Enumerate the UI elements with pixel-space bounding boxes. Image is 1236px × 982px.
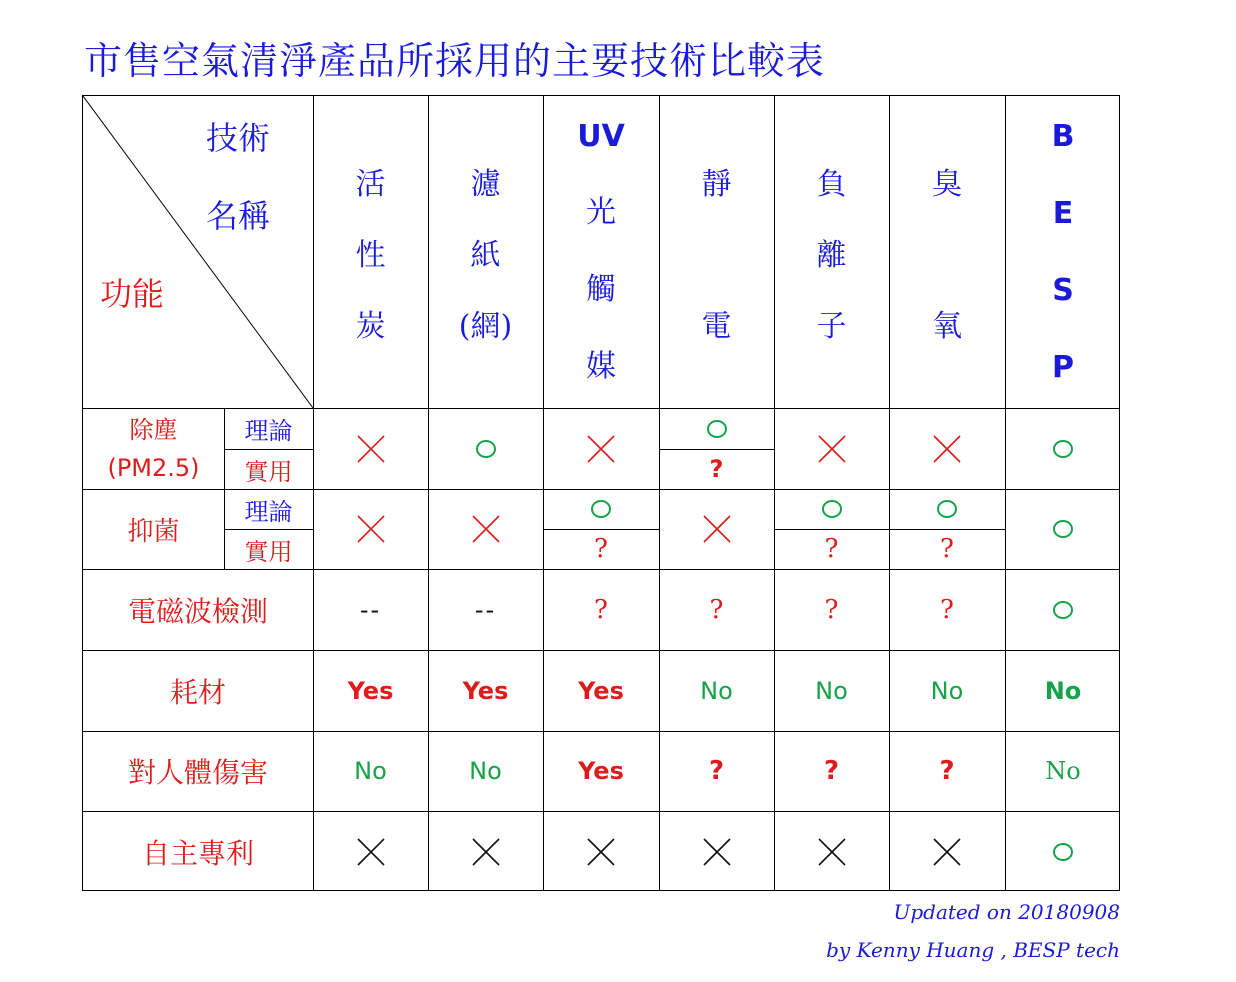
consumable-uv-value: Yes: [578, 676, 624, 705]
emwave-filter-value: --: [474, 595, 497, 624]
emwave-carbon-value: --: [359, 595, 382, 624]
dust-besp-circle-icon: [1005, 408, 1121, 489]
emwave-negion-value: ?: [824, 594, 839, 625]
footer-author: by Kenny Huang , BESP tech: [826, 938, 1120, 962]
row-label-emwave: 電磁波檢測: [127, 594, 268, 628]
dust-uv-cross-icon: [543, 408, 659, 489]
dust-filter-circle-icon: [428, 408, 543, 489]
antibac-theory-label: 理論: [244, 497, 293, 526]
header-filter-paper: 濾 紙 (網): [458, 167, 513, 344]
emwave-uv-value: ?: [594, 594, 608, 625]
dust-theory-label: 理論: [244, 417, 293, 445]
antibac-negion-theory-circle-icon: [774, 489, 889, 529]
row-label-dust: 除塵 (PM2.5): [107, 415, 200, 482]
row-label-antibac: 抑菌: [127, 516, 180, 547]
harm-carbon-value: No: [354, 757, 387, 785]
patent-ozone-cross-icon: [889, 811, 1005, 892]
consumable-besp-value: No: [1044, 676, 1082, 705]
harm-electrostatic-value: ?: [708, 756, 725, 786]
antibac-ozone-practice-question: ?: [940, 534, 954, 564]
patent-besp-circle-icon: [1005, 811, 1121, 892]
header-electrostatic: 靜 電: [701, 167, 732, 344]
emwave-electrostatic-value: ?: [709, 594, 724, 625]
dust-ozone-cross-icon: [889, 408, 1005, 489]
corner-tech-label: 技術: [205, 119, 270, 157]
footer-updated: Updated on 20180908: [893, 900, 1120, 924]
corner-name-label: 名稱: [205, 197, 270, 235]
harm-uv-value: Yes: [578, 757, 624, 785]
antibac-uv-theory-circle-icon: [543, 489, 659, 529]
patent-electrostatic-cross-icon: [659, 811, 774, 892]
antibac-uv-practice-question: ?: [594, 534, 608, 564]
header-besp: B E S P: [1051, 119, 1075, 385]
dust-electrostatic-theory-circle-icon: [659, 408, 774, 449]
patent-uv-cross-icon: [543, 811, 659, 892]
antibac-negion-practice-question: ?: [824, 534, 839, 564]
antibac-practice-label: 實用: [244, 537, 293, 566]
consumable-electrostatic-value: No: [700, 676, 733, 705]
antibac-filter-cross-icon: [428, 489, 543, 569]
row-label-harm: 對人體傷害: [127, 756, 268, 789]
dust-electrostatic-practice-question: ?: [709, 455, 724, 483]
dust-carbon-cross-icon: [313, 408, 428, 489]
harm-besp-value: No: [1045, 757, 1081, 785]
antibac-ozone-theory-circle-icon: [889, 489, 1005, 529]
header-ozone: 臭 氧: [932, 167, 962, 344]
page-title: 市售空氣清淨產品所採用的主要技術比較表: [84, 39, 826, 83]
antibac-carbon-cross-icon: [313, 489, 428, 569]
patent-filter-cross-icon: [428, 811, 543, 892]
antibac-electrostatic-cross-icon: [659, 489, 774, 569]
comparison-table: [82, 95, 1120, 891]
consumable-negion-value: No: [815, 676, 848, 705]
consumable-ozone-value: No: [930, 676, 964, 705]
harm-ozone-value: ?: [939, 756, 955, 786]
patent-negion-cross-icon: [774, 811, 889, 892]
header-negative-ion: 負 離 子: [816, 167, 847, 344]
dust-negion-cross-icon: [774, 408, 889, 489]
row-label-consumable: 耗材: [169, 675, 226, 709]
header-activated-carbon: 活 性 炭: [355, 167, 386, 344]
emwave-ozone-value: ?: [940, 594, 954, 625]
header-uv-photocatalyst: UV 光 觸 媒: [577, 119, 625, 384]
patent-carbon-cross-icon: [313, 811, 428, 892]
emwave-besp-circle-icon: [1005, 569, 1121, 650]
dust-practice-label: 實用: [244, 457, 293, 486]
corner-function-label: 功能: [99, 275, 164, 313]
harm-negion-value: ?: [823, 756, 840, 786]
consumable-carbon-value: Yes: [347, 676, 394, 705]
harm-filter-value: No: [469, 757, 502, 785]
consumable-filter-value: Yes: [462, 676, 509, 705]
antibac-besp-circle-icon: [1005, 489, 1121, 569]
row-label-patent: 自主專利: [141, 836, 254, 870]
